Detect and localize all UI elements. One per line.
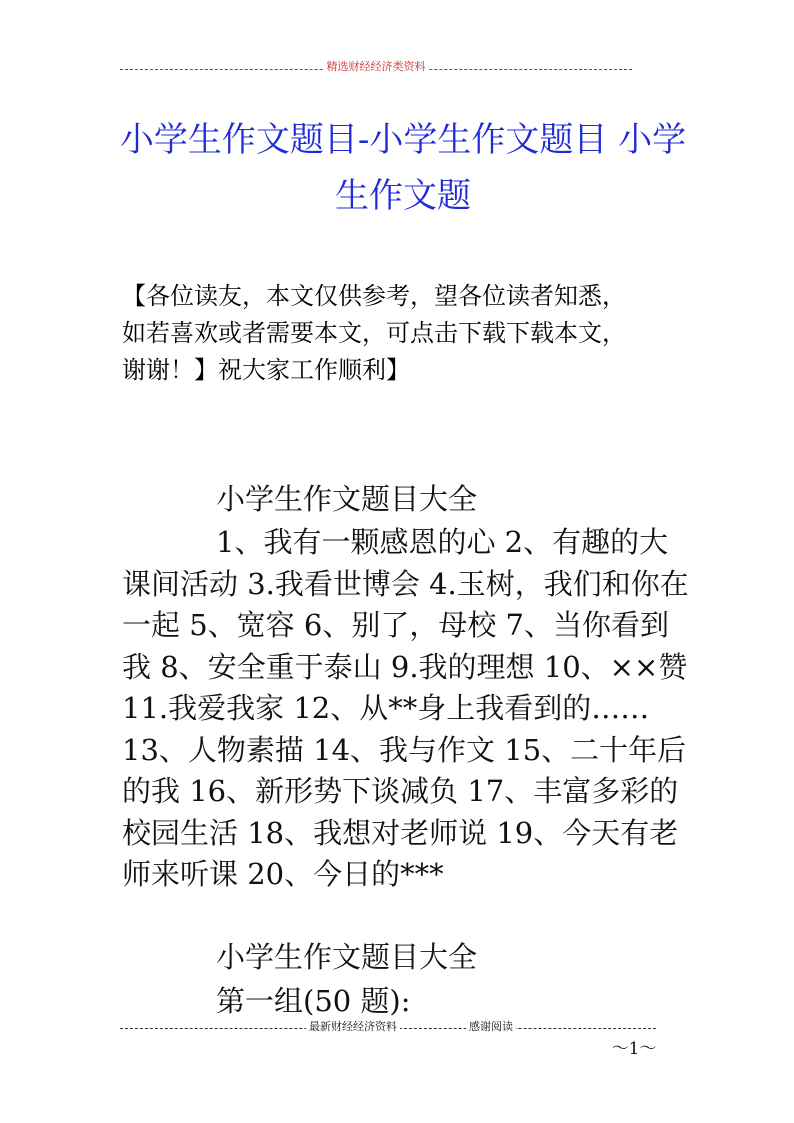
footer-rule [120, 1020, 656, 1034]
essay-topic-list: 1、我有一颗感恩的心 2、有趣的大课间活动 3.我看世博会 4.玉树，我们和你在一起 5、宽容 6、别了，母校 7、当你看到我 8、安全重于泰山 9.我的理想 10、××赞 11.我爱我家 12、从**身上我看到的……13、人物素描 14、我与作文 15、二十年后的我 16、新形势下谈减负 17、丰富多彩的校园生活 18、我想对老师说 19、今天有老师来听课 20、今日的*** [122, 525, 689, 891]
page-number: ～1～ [611, 1039, 657, 1059]
footer-left-text: 最新财经经济资料 [306, 1020, 400, 1034]
document-title: 小学生作文题目-小学生作文题目 小学生作文题 [119, 120, 687, 216]
section-heading: 小学生作文题目大全 [216, 482, 478, 516]
section-heading-repeat: 小学生作文题目大全 [216, 940, 478, 974]
header-banner: 精选财经经济类资料 [324, 60, 429, 74]
group-heading: 第一组(50 题): [216, 984, 411, 1018]
reader-notice: 【各位读友，本文仅供参考，望各位读者知悉，如若喜欢或者需要本文，可点击下载下载本文，谢谢！】祝大家工作顺利】 [122, 282, 626, 384]
footer-right-text: 感谢阅读 [466, 1020, 516, 1034]
header-rule [120, 60, 632, 72]
